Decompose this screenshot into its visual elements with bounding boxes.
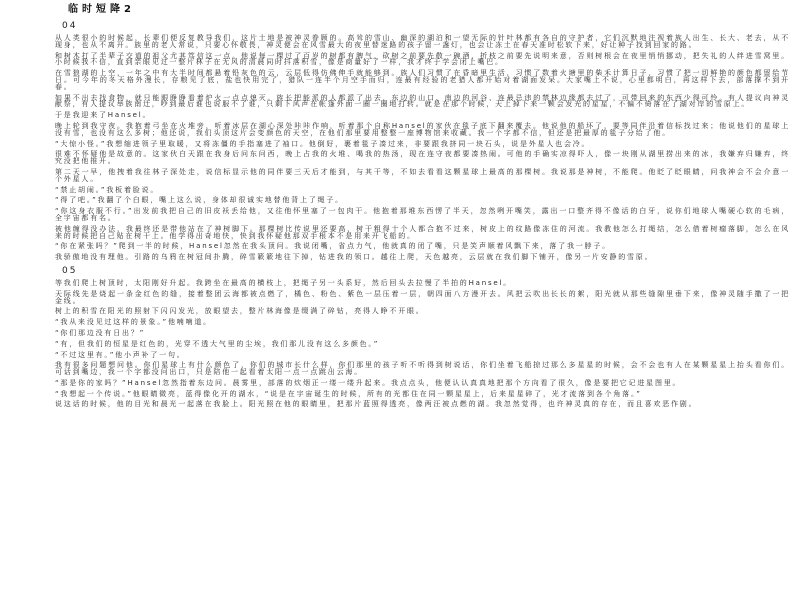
paragraph: “禁止胡闹。”我板着脸说。 bbox=[55, 185, 160, 194]
chapter-title: 临时短降2 bbox=[68, 4, 135, 15]
paragraph: “得了吧。”我翻了个白眼，嘴上这么说，身体却很诚实地替他背上了绳子。 bbox=[55, 196, 344, 205]
paragraph: 很难不怀疑他是故意的。这家伙白天跟在我身后问东问西，晚上占我的火堆、喝我的热汤，现在连守夜都要凑热闹。可他的手确实凉得吓人，像一块刚从湖里捞出来的冰，我嫌弃归嫌弃，终究没把他推开。 bbox=[55, 150, 790, 166]
paragraph: “我想起一个传说。”他眼睛微亮，蓝得像化开的湖水，“说是在宇宙诞生的时候，所有的光都住在同一颗星星上，后来星星碎了，光才流落到各个角落。” bbox=[55, 389, 642, 398]
paragraph: 我骄傲地没有理他。引路的乌鸦在树冠间扑腾，碎雪簌簌地往下掉，钻进我的领口。越往上爬，天色越亮，云层就在我们脚下铺开，像另一片安静的雪原。 bbox=[55, 253, 654, 262]
paragraph: 被他缠得没办法，我最终还是带他站在了神树脚下。那棵树比传说里还要高，树干粗得十个人都合抱不过来，树皮上的纹路像冻住的河流。我教他怎么打绳结，怎么借着树瘤落脚，怎么在风来的时候把自己贴在树干上。他学得出奇地快，快到我怀疑他那双手根本不是用来开飞船的。 bbox=[55, 224, 790, 240]
paragraph: 第二天一早，他拽着我往林子深处走，说信标显示他的同伴要三天后才能到，与其干等，不如去看看这颗星球上最高的那棵树。我说那是神树，不能爬。他眨了眨眼睛，问我神会不会介意一个外星人。 bbox=[55, 167, 790, 183]
paragraph: 于是我迎来了Hansel。 bbox=[55, 111, 152, 120]
paragraph: “那是你的家吗？”Hansel忽然指着东边问。晨雾里，部落的炊烟正一缕一缕升起来。我点点头，他便认认真真地把那个方向看了很久，像是要把它记进星图里。 bbox=[55, 378, 682, 387]
paragraph: “你们那边没有日出？” bbox=[55, 328, 146, 337]
paragraph: 树上的积雪在阳光的照射下闪闪发光，放眼望去，整片林海像是缀满了碎钻，亮得人睁不开眼。 bbox=[55, 307, 425, 316]
paragraph: 天际线先是烧起一条金红色的缝，接着整团云海都被点燃了，橘色、粉色、紫色一层压着一层，朝四面八方漫开去。风把云吹出长长的絮，阳光就从那些缝隙里垂下来，像神灵随手撒了一把金线。 bbox=[55, 289, 790, 305]
section-05-body bbox=[55, 280, 790, 408]
section-marker-04: 04 bbox=[62, 21, 78, 31]
paragraph: 我有很多问题想问他。你们星球上有什么颜色了，你们的城市长什么样，你们那里的孩子听不听得到树说话，你们坐着飞船掠过那么多星星的时候，会不会也有人在某颗星星上抬头看你们。可话到嘴边，我一个字都没问出口，只是陪他一起看着太阳一点一点跳出云海。 bbox=[55, 361, 790, 377]
paragraph: 在雪狼湖的上空，一年之中有大半时间都悬着铅灰色的云，云层低得仿佛伸手就能够到。族人们习惯了在昏暗里生活，习惯了数着火塘里的柴禾计算日子，习惯了把一切鲜艳的颜色都留给节日。可今年的冬天格外漫长，存粮见了底，盐也快用完了，猎队一连半个月空手而归，连最有经验的老猎人都开始对着湖面发呆。大家嘴上不说，心里都明白，再这样下去，部落撑不到开春。 bbox=[55, 69, 790, 91]
paragraph: 如果不出去找食物，就只能眼睁睁看着炉火一点点熄灭。族长把能派的人都派了出去，东边的山口、南边的河谷、连最忌讳的禁林边缘都去过了，可带回来的东西少得可怜。有人提议向神灵献祭，有人提议举族南迁，吵到最后谁也说服不了谁，只剩下风声在帐篷外面一圈一圈地打转。就是在那个时候，天上掉下来一颗会发光的星星，不偏不倚落在了湖对岸的雪原上。 bbox=[55, 93, 790, 109]
paragraph: 说这话的时候，他的目光和晨光一起落在我脸上。阳光照在他的眼睛里，把那片蓝照得透亮，像两汪被点燃的湖。我忽然觉得，也许神灵真的存在，而且喜欢恶作剧。 bbox=[55, 400, 698, 409]
paragraph: 等我们爬上树顶时，太阳刚好升起。我跨坐在最高的横枝上，把绳子另一头系好，然后回头去拉慢了半拍的Hansel。 bbox=[55, 278, 513, 287]
section-marker-05: 05 bbox=[62, 265, 78, 276]
paragraph: “不过这里有。”他小声补了一句。 bbox=[55, 350, 186, 359]
section-04-body bbox=[55, 35, 790, 261]
paragraph: “有，但我们的恒星是红色的，光穿不透大气里的尘埃，我们那儿没有这么多颜色。” bbox=[55, 339, 380, 348]
paragraph: “大惊小怪。”我想缩进领子里取暖，又将冻僵的手指塞进了袖口。他倒好，裹着毯子凑过来，非要跟我挤同一块石头，说是外星人也会冷。 bbox=[55, 139, 591, 148]
paragraph: 和树木打了半辈子交道的祖父尤其笃信这一点。他说每一棵过了百岁的树都有脾气，砍树之前要先敬一碗酒，折枝之前要先说明来意，否则树根会在夜里悄悄挪动，把失礼的人绊进雪窝里。小时候我不信，直到亲眼见过一整片林子在无风的清晨同时抖落积雪，像是商量好了一样，我才终于学会闭上嘴巴。 bbox=[55, 51, 790, 67]
paragraph: “你在紧张吗？”爬到一半的时候，Hansel忽然在我头顶问。我说闭嘴，省点力气，他就真的闭了嘴，只是笑声顺着风飘下来，落了我一脖子。 bbox=[55, 242, 611, 251]
paragraph: “我从来没见过这样的景象。”他喃喃道。 bbox=[55, 318, 212, 327]
paragraph: 晚上轮到我守夜。我抱着弓坐在火堆旁，听着冰层在湖心深处咔咔作响，听着那个自称Hansel的家伙在毯子底下翻来覆去。他说他的船坏了，要等同伴沿着信标找过来；他说他们的星球上没有雪，也没有这么多树；他还说，我们头顶这片会变颜色的天空，在他们那里要用整整一座博物馆来收藏。我一个字都不信，但还是把最厚的毯子分给了他。 bbox=[55, 121, 790, 137]
paragraph: 从人类很小的时候起，长辈们便反复教导我们，这片土地是被神灵眷顾的。高耸的雪山、幽深的湖泊和一望无际的针叶林都有各自的守护者，它们沉默地注视着族人出生、长大、老去，从不现身，也从不离开。族里的老人常说，只要心怀敬畏，神灵便会在风雪最大的夜里替迷路的孩子留一盏灯，也会让冻土在春天准时松软下来，好让种子找到回家的路。 bbox=[55, 34, 790, 49]
paragraph: “你这身衣服不行。”出发前我把自己的旧皮袄丢给他，又往他怀里塞了一包肉干。他抱着那堆东西愣了半天，忽然咧开嘴笑，露出一口整齐得不像话的白牙，说你们地球人嘴硬心软的毛病，全宇宙都有名。 bbox=[55, 207, 790, 222]
